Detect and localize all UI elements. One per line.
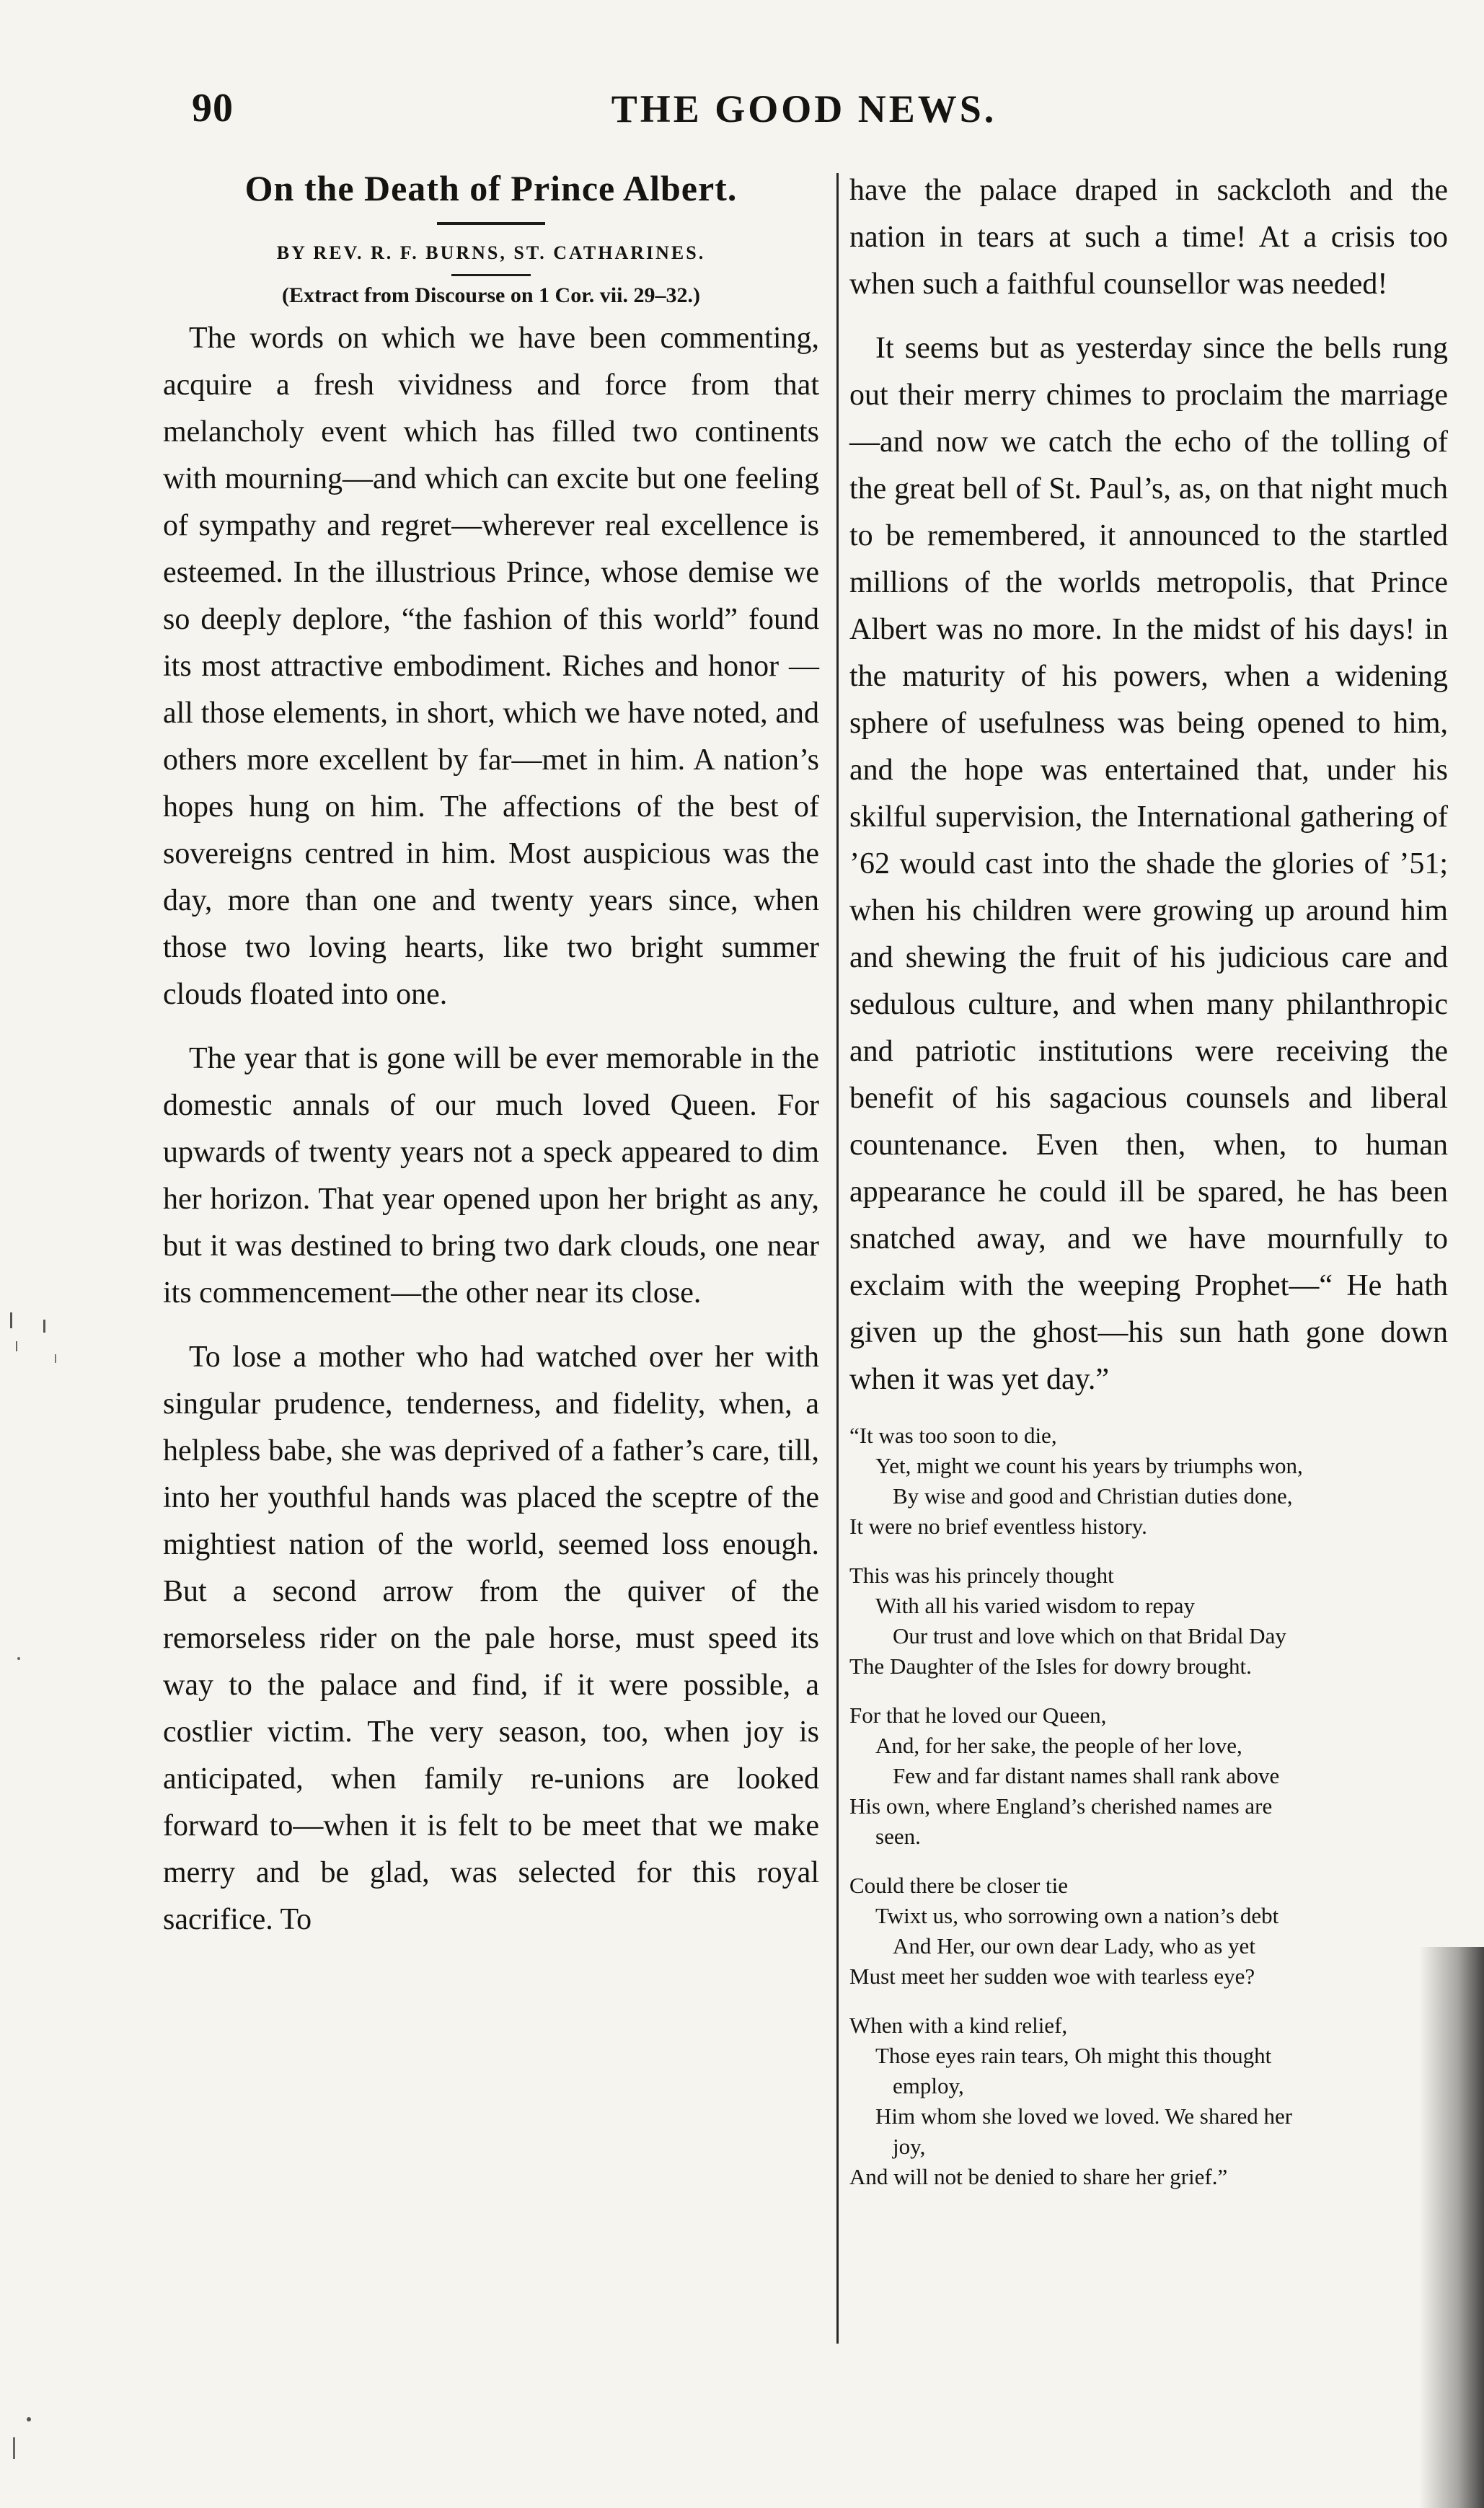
poem-line: seen.: [875, 1824, 921, 1849]
poem-line: Few and far distant names shall rank above: [893, 1763, 1280, 1788]
poem-line: This was his princely thought: [849, 1563, 1114, 1588]
paragraph: The year that is gone will be ever memorable in the domestic annals of our much loved Queen. For upwards of twenty years not a speck appeared to dim her horizon. That year opened upon her bright as any, but it was destined to bring two dark clouds, one near its commencement—the other near its close.: [163, 1042, 819, 1310]
poem-stanza: [849, 1700, 1448, 1852]
title-rule: [437, 222, 545, 225]
poem-line: By wise and good and Christian duties done,: [893, 1483, 1293, 1509]
left-column: [163, 167, 819, 1961]
poem-line: Our trust and love which on that Bridal Day: [893, 1623, 1286, 1648]
poem-line: employ,: [893, 2073, 964, 2098]
right-column: [849, 167, 1448, 2211]
poem-line: With all his varied wisdom to repay: [875, 1593, 1195, 1618]
poem-line: And Her, our own dear Lady, who as yet: [893, 1933, 1255, 1959]
paragraph: The words on which we have been commenting, acquire a fresh vividness and force from that melancholy event which has filled two continents with mourning—and which can excite but one feeling of sympathy and regret—wherever real excellence is esteemed. In the illustrious Prince, whose demise we so deeply deplore, “the fashion of this world” found its most attractive embodiment. Riches and honor —all those elements, in short, which we have noted, and others more excellent by far—met in him. A nation’s hopes hung on him. The affections of the best of sovereigns centred in him. Most auspicious was the day, more than one and twenty years since, when those two loving hearts, like two bright summer clouds floated into one.: [163, 322, 819, 1011]
page-number: 90: [192, 86, 234, 131]
poem-stanza: [849, 1871, 1448, 1992]
poem-line: joy,: [893, 2134, 926, 2159]
paragraph: have the palace draped in sackcloth and the nation in tears at such a time! At a crisis too when such a faithful counsellor was needed!: [849, 174, 1448, 301]
poem-line: And, for her sake, the people of her love,: [875, 1733, 1242, 1758]
poem-line: Him whom she loved we loved. We shared her: [875, 2103, 1293, 2129]
running-title: THE GOOD NEWS.: [611, 87, 997, 131]
page-edge-shadow: [1419, 1947, 1484, 2508]
poem-stanza: [849, 1560, 1448, 1682]
article-title: On the Death of Prince Albert.: [244, 168, 738, 208]
article-subtitle: (Extract from Discourse on 1 Cor. vii. 29–32.): [282, 283, 700, 307]
poem-line: When with a kind relief,: [849, 2013, 1068, 2038]
poem-line: The Daughter of the Isles for dowry brought.: [849, 1653, 1252, 1679]
poem-line: For that he loved our Queen,: [849, 1703, 1107, 1728]
poem-line: Yet, might we count his years by triumphs won,: [875, 1453, 1303, 1478]
poem-line: And will not be denied to share her grief.”: [849, 2164, 1228, 2189]
poem-line: Twixt us, who sorrowing own a nation’s debt: [875, 1903, 1279, 1928]
poem-line: Must meet her sudden woe with tearless eye?: [849, 1964, 1255, 1989]
poem-line: “It was too soon to die,: [849, 1423, 1057, 1448]
poem-line: His own, where England’s cherished names are: [849, 1793, 1273, 1819]
poem-line: Could there be closer tie: [849, 1873, 1069, 1898]
poem-stanza: [849, 2010, 1448, 2192]
byline-rule: [451, 274, 531, 276]
poem: [849, 1421, 1448, 2192]
poem-stanza: [849, 1421, 1448, 1542]
article-byline: BY REV. R. F. BURNS, ST. CATHARINES.: [276, 242, 706, 263]
column-rule: [836, 173, 839, 2344]
paragraph: To lose a mother who had watched over her with singular prudence, tenderness, and fidelity, when, a helpless babe, she was deprived of a father’s care, till, into her youthful hands was placed the sceptre of the mightiest nation of the world, seemed loss enough. But a second arrow from the quiver of the remorseless rider on the pale horse, must speed its way to the palace and find, if it were possible, a costlier victim. The very season, too, when joy is anticipated, when family re-unions are looked forward to—when it is felt to be meet that we make merry and be glad, was selected for this royal sacrifice. To: [163, 1341, 819, 1936]
poem-line: Those eyes rain tears, Oh might this thought: [875, 2043, 1272, 2068]
poem-line: It were no brief eventless history.: [849, 1514, 1147, 1539]
paragraph: It seems but as yesterday since the bells rung out their merry chimes to proclaim the marriage—and now we catch the echo of the tolling of the great bell of St. Paul’s, as, on that night much to be remembered, it announced to the startled millions of the worlds metropolis, that Prince Albert was no more. In the midst of his days! in the maturity of his powers, when a widening sphere of usefulness was being opened to him, and the hope was entertained that, under his skilful supervision, the International gathering of ’62 would cast into the shade the glories of ’51; when his children were growing up around him and shewing the fruit of his judicious care and sedulous culture, and when many philanthropic and patriotic institutions were receiving the benefit of his sagacious counsels and liberal countenance. Even then, when, to human appearance he could ill be spared, he has been snatched away, and we have mournfully to exclaim with the weeping Prophet—“ He hath given up the ghost—his sun hath gone down when it was yet day.”: [849, 332, 1448, 1396]
page-header: [166, 85, 1442, 143]
